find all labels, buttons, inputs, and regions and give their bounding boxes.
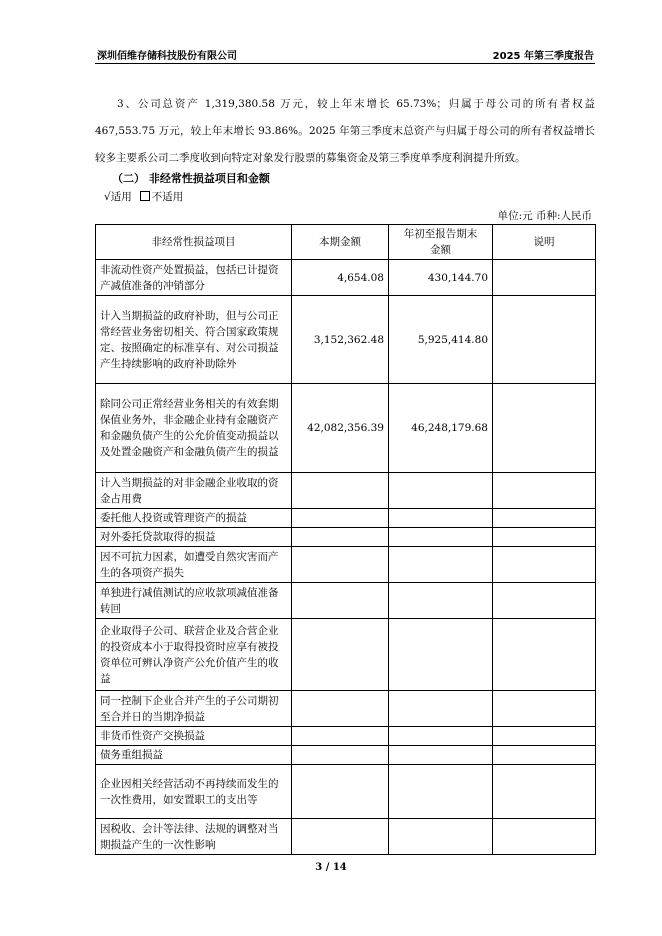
row-current bbox=[292, 547, 389, 583]
row-item: 因税收、会计等法律、法规的调整对当期损益产生的一次性影响 bbox=[96, 819, 292, 855]
row-item: 因不可抗力因素，如遭受自然灾害而产生的各项资产损失 bbox=[96, 547, 292, 583]
row-item: 债务重组损益 bbox=[96, 746, 292, 765]
row-ytd bbox=[389, 727, 493, 746]
row-item: 企业因相关经营活动不再持续而发生的一次性费用，如安置职工的支出等 bbox=[96, 765, 292, 819]
row-note bbox=[493, 583, 596, 619]
unit-currency-note: 单位:元 币种:人民币 bbox=[497, 210, 592, 222]
table-row bbox=[96, 547, 596, 583]
table-row bbox=[96, 727, 596, 746]
row-note bbox=[493, 296, 596, 384]
checkmark-icon: √ bbox=[104, 191, 111, 203]
section-title: （二） 非经常性损益项目和金额 bbox=[112, 172, 270, 185]
table-row bbox=[96, 473, 596, 509]
row-item: 非货币性资产交换损益 bbox=[96, 727, 292, 746]
row-current bbox=[292, 619, 389, 691]
table-row bbox=[96, 746, 596, 765]
table-row bbox=[96, 260, 596, 296]
row-ytd bbox=[389, 528, 493, 547]
row-ytd bbox=[389, 691, 493, 727]
header-note: 说明 bbox=[493, 225, 596, 260]
row-item: 除同公司正常经营业务相关的有效套期保值业务外，非金融企业持有金融资产和金融负债产生的公允价值变动损益以及处置金融资产和金融负债产生的损益 bbox=[96, 384, 292, 473]
row-note bbox=[493, 473, 596, 509]
row-note bbox=[493, 691, 596, 727]
row-ytd: 46,248,179.68 bbox=[389, 384, 493, 473]
row-note bbox=[493, 619, 596, 691]
table-row bbox=[96, 384, 596, 473]
row-note bbox=[493, 528, 596, 547]
row-current bbox=[292, 583, 389, 619]
row-ytd bbox=[389, 473, 493, 509]
row-current bbox=[292, 819, 389, 855]
row-current bbox=[292, 765, 389, 819]
row-current: 4,654.08 bbox=[292, 260, 389, 296]
page-number: 3 / 14 bbox=[315, 862, 347, 873]
empty-checkbox-icon bbox=[140, 191, 150, 201]
row-item: 计入当期损益的政府补助，但与公司正常经营业务密切相关、符合国家政策规定、按照确定的标准享有、对公司损益产生持续影响的政府补助除外 bbox=[96, 296, 292, 384]
row-item: 非流动性资产处置损益，包括已计提资产减值准备的冲销部分 bbox=[96, 260, 292, 296]
row-current bbox=[292, 509, 389, 528]
total-assets-paragraph: 3、公司总资产 1,319,380.58 万元，较上年末增长 65.73%；归属于母公司的所有者权益 467,553.75 万元，较上年末增长 93.86%。2025 年第三季度末总资产与归属于母公司的所有者权益增长较多主要系公司二季度收到向特定对象发行股票的募集资金及第三季度单季度利润提升所致。 bbox=[95, 98, 595, 164]
table-row bbox=[96, 509, 596, 528]
table-row bbox=[96, 765, 596, 819]
applicable-label: 适用 bbox=[110, 191, 132, 203]
row-ytd bbox=[389, 765, 493, 819]
header-company-name: 深圳佰维存储科技股份有限公司 bbox=[97, 51, 237, 62]
row-note bbox=[493, 547, 596, 583]
row-current bbox=[292, 691, 389, 727]
row-ytd bbox=[389, 509, 493, 528]
header-current: 本期金额 bbox=[292, 225, 389, 260]
applicability-options bbox=[104, 189, 183, 204]
row-item: 同一控制下企业合并产生的子公司期初至合并日的当期净损益 bbox=[96, 691, 292, 727]
row-item: 对外委托贷款取得的损益 bbox=[96, 528, 292, 547]
table-row bbox=[96, 691, 596, 727]
row-ytd bbox=[389, 547, 493, 583]
row-current bbox=[292, 528, 389, 547]
row-note bbox=[493, 819, 596, 855]
row-item: 计入当期损益的对非金融企业收取的资金占用费 bbox=[96, 473, 292, 509]
row-note bbox=[493, 384, 596, 473]
row-item: 企业取得子公司、联营企业及合营企业的投资成本小于取得投资时应享有被投资单位可辨认净资产公允价值产生的收益 bbox=[96, 619, 292, 691]
header-report-title: 2025 年第三季度报告 bbox=[492, 51, 594, 62]
table-row bbox=[96, 583, 596, 619]
row-current bbox=[292, 746, 389, 765]
row-ytd bbox=[389, 583, 493, 619]
row-ytd: 430,144.70 bbox=[389, 260, 493, 296]
header-divider bbox=[95, 63, 595, 64]
table-row bbox=[96, 296, 596, 384]
row-ytd bbox=[389, 619, 493, 691]
row-note bbox=[493, 509, 596, 528]
row-item: 委托他人投资或管理资产的损益 bbox=[96, 509, 292, 528]
row-current bbox=[292, 727, 389, 746]
header-ytd: 年初至报告期末金额 bbox=[389, 225, 493, 260]
non-recurring-items-table bbox=[95, 224, 596, 855]
not-applicable-label: 不适用 bbox=[151, 191, 184, 203]
row-note bbox=[493, 765, 596, 819]
table-header-row bbox=[96, 225, 596, 260]
row-note bbox=[493, 746, 596, 765]
row-note bbox=[493, 260, 596, 296]
table-row bbox=[96, 819, 596, 855]
row-item: 单独进行减值测试的应收款项减值准备转回 bbox=[96, 583, 292, 619]
table-row bbox=[96, 528, 596, 547]
row-current: 42,082,356.39 bbox=[292, 384, 389, 473]
row-ytd bbox=[389, 819, 493, 855]
row-ytd: 5,925,414.80 bbox=[389, 296, 493, 384]
table-row bbox=[96, 619, 596, 691]
row-note bbox=[493, 727, 596, 746]
row-current: 3,152,362.48 bbox=[292, 296, 389, 384]
row-current bbox=[292, 473, 389, 509]
row-ytd bbox=[389, 746, 493, 765]
header-item: 非经常性损益项目 bbox=[96, 225, 292, 260]
